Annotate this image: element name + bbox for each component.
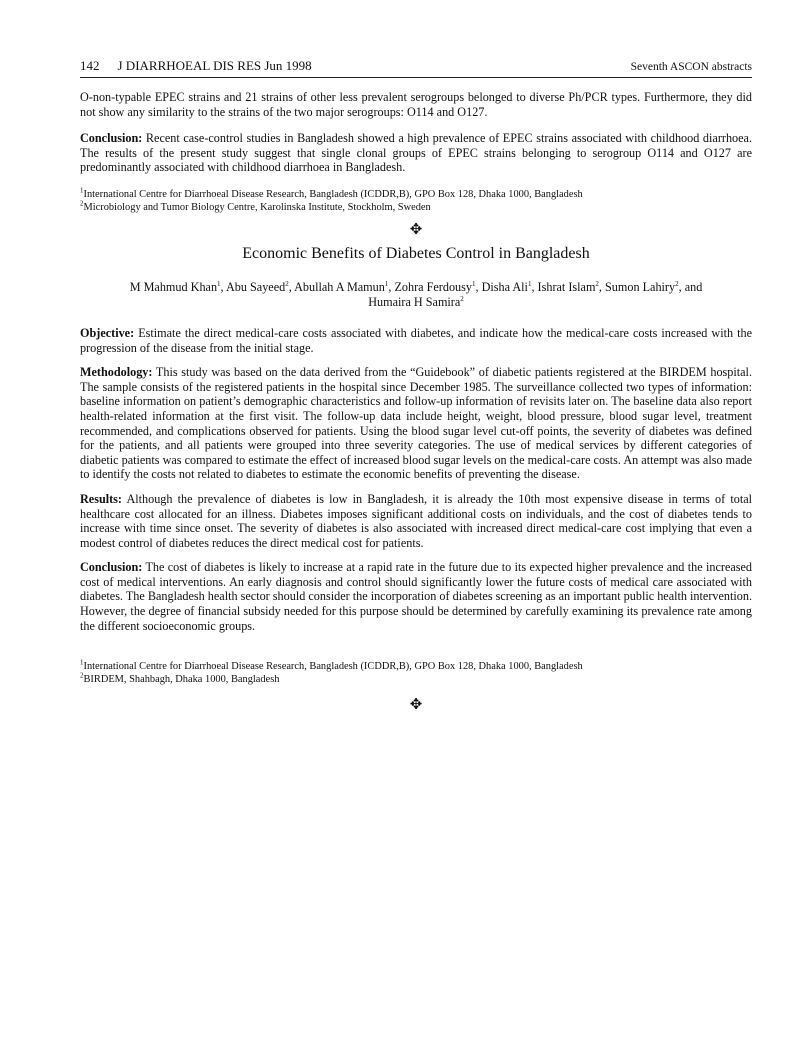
section-text: Although the prevalence of diabetes is low in Bangladesh, it is already the 10th most expensive disease in terms of total healthcare cost allocated for an illness. Diabetes imposes significant additional costs on individuals, and the cost of diabetes tends to increase with time since onset. The severity of diabetes is also associated with increased direct medical-care cost implying that even a modest control of diabetes reduces the direct medical cost for patients. [80,491,753,550]
section-conclusion [80,560,752,633]
previous-affiliation-1 [80,188,752,201]
affiliation-1 [80,660,752,673]
previous-abstract-conclusion [80,131,752,175]
affiliation-text: Microbiology and Tumor Biology Centre, Karolinska Institute, Stockholm, Sweden [83,201,431,213]
section-name: Seventh ASCON abstracts [630,61,752,73]
and-word: and [684,279,703,294]
section-methodology [80,365,752,482]
conclusion-label: Conclusion: [80,131,143,146]
affiliation-mark: 2 [80,671,84,680]
author-name: M Mahmud Khan [129,279,218,294]
affiliation-mark: 1 [80,658,84,667]
page-number: 142 [80,58,100,73]
section-text: The cost of diabetes is likely to increase at a rapid rate in the future due to its expected higher prevalence and the increased cost of medical interventions. An early diagnosis and control should significantly lower the future costs of medical care associated with diabetes. The Bangladesh health sector should consider the incorporation of diabetes screening as an important public health intervention. However, the degree of financial subsidy needed for this purpose should be determined by carefully examining its prevalence rate among the different socioeconomic groups. [80,560,753,633]
running-header [80,58,752,78]
author-mark: 1 [527,279,532,288]
author-list: M Mahmud Khan$^1$, Abu Sayeed$^2$, Abullah A Mamun$^1$, Zohra Ferdousy$^1$, Disha Ali$^1$, Ishrat Islam$^2$, Sumon Lahiry$^2$, and Humaira H Samira$^2$ [129,279,703,309]
author-name: Zohra Ferdousy [394,279,472,294]
section-objective [80,326,752,355]
author-name: Humaira H Samira [368,294,461,309]
previous-abstract-continuation: O-non-typable EPEC strains and 21 strains of other less prevalent serogroups belonged to diverse Ph/PCR types. Furthermore, they did not show any similarity to the strains of the two major serogroups: O114 and O127. [80,90,752,119]
author-name: Ishrat Islam [537,279,596,294]
author-mark: 1 [471,279,476,288]
section-results [80,492,752,550]
author-mark: 1 [217,279,221,288]
author-mark: 2 [675,279,679,288]
affiliation-mark: 2 [80,199,84,208]
affiliation-mark: 1 [80,186,84,195]
author-name: Abullah A Mamun [294,279,385,294]
journal-page [80,58,752,713]
author-name: Sumon Lahiry [605,279,676,294]
ornament-divider-icon: ✥ [409,697,423,714]
section-text: Estimate the direct medical-care costs associated with diabetes, and indicate how the medical-care costs increased with the progression of the disease from the initial stage. [80,325,753,355]
affiliation-text: International Centre for Diarrhoeal Disease Research, Bangladesh (ICDDR,B), GPO Box 128, Dhaka 1000, Bangladesh [83,188,583,200]
affiliation-text: BIRDEM, Shahbagh, Dhaka 1000, Bangladesh [83,674,280,686]
previous-affiliation-2 [80,201,752,214]
author-mark: 2 [460,294,464,303]
journal-name: J DIARRHOEAL DIS RES Jun 1998 [117,58,312,73]
abstract-title: Economic Benefits of Diabetes Control in Bangladesh [242,244,590,262]
author-name: Abu Sayeed [225,279,286,294]
author-mark: 2 [595,279,599,288]
section-text: This study was based on the data derived from the “Guidebook” of diabetic patients registered at the BIRDEM hospital. The sample consists of the registered patients in the hospital since December 1985. The surveillance collected two types of information: baseline information on patient’s demographic characteristics and follow-up information of revisits later on. The baseline data also report health-related information at the first visit. The follow-up data include height, weight, blood pressure, blood sugar level, treatment recommended, and complications observed for patients. Using the blood sugar level cut-off points, the severity of diabetes was defined for the patients, and all patients were grouped into three severity categories. The use of medical services by different categories of diabetic patients was compared to estimate the effect of increased blood sugar levels on the medical-care costs. An attempt was also made to identify the costs not related to diabetes to estimate the economic benefits of preventing the disease. [80,365,752,482]
affiliation-2 [80,673,752,686]
author-mark: 1 [384,279,389,288]
section-label: Conclusion: [80,560,143,575]
ornament-divider-icon: ✥ [409,221,423,238]
section-label: Methodology: [80,365,153,380]
affiliation-text: International Centre for Diarrhoeal Disease Research, Bangladesh (ICDDR,B), GPO Box 128, Dhaka 1000, Bangladesh [83,661,583,673]
section-label: Objective: [80,325,135,340]
section-label: Results: [80,491,122,506]
author-name: Disha Ali [481,279,528,294]
conclusion-text: Recent case-control studies in Bangladesh showed a high prevalence of EPEC strains associated with childhood diarrhoea. The results of the present study suggest that single clonal groups of EPEC strains belonging to serogroup O114 and O127 are predominantly associated with childhood diarrhoea in Bangladesh. [80,131,752,175]
author-mark: 2 [285,279,289,288]
